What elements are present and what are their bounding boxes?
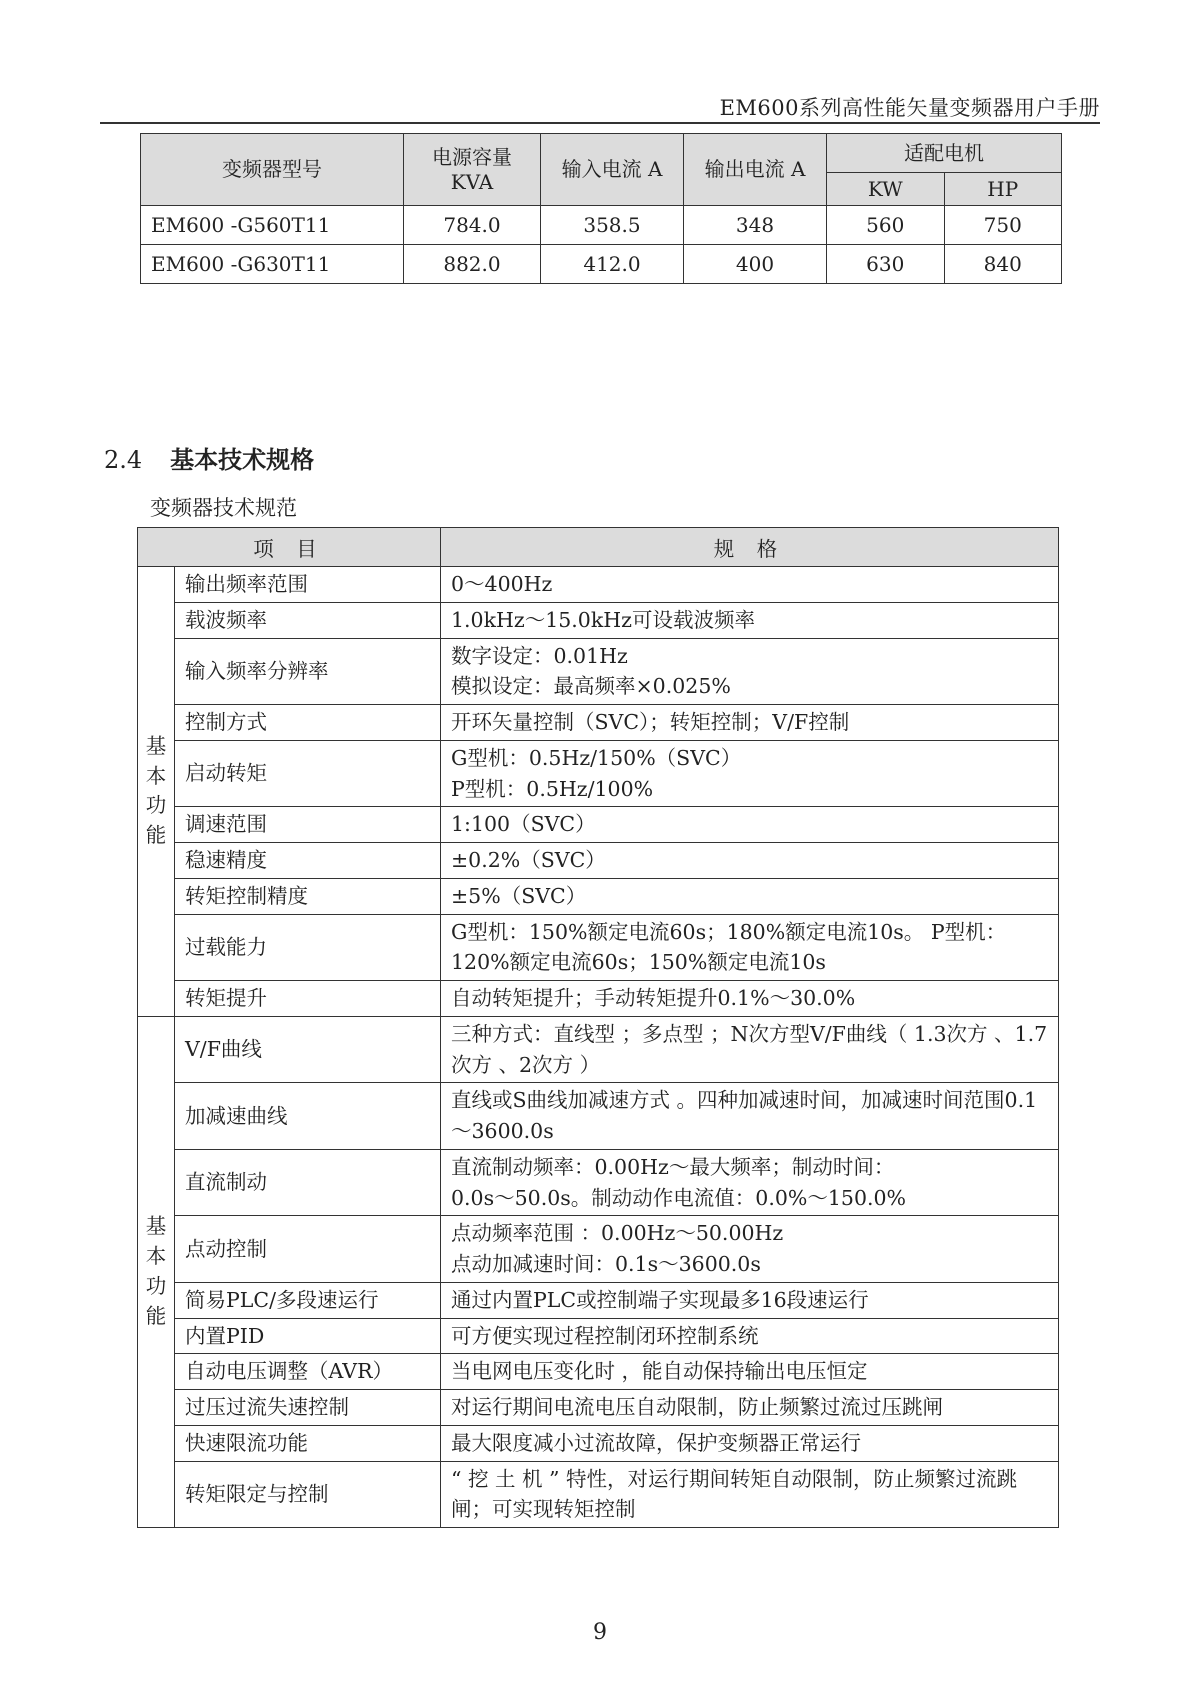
spec-line: 最大限度减小过流故障，保护变频器正常运行: [451, 1430, 861, 1455]
cell-input: 358.5: [541, 206, 684, 245]
cell-output: 348: [684, 206, 827, 245]
spec-line: 点动频率范围 ：0.00Hz～50.00Hz: [451, 1221, 784, 1246]
spec-item: 直流制动: [175, 1149, 441, 1216]
spec-line: 1.0kHz～15.0kHz可设载波频率: [451, 607, 755, 632]
spec-line: 数字设定：0.01Hz: [451, 643, 628, 668]
table-row: [141, 245, 1062, 284]
spec-value: [441, 914, 1059, 981]
col-item: 项 目: [138, 528, 441, 567]
table-row: [138, 740, 1059, 807]
spec-line: 可方便实现过程控制闭环控制系统: [451, 1323, 759, 1348]
spec-line: 自动转矩提升；手动转矩提升0.1%～30.0%: [451, 986, 856, 1010]
group-label-char: 功: [145, 1273, 167, 1298]
col-capacity: [404, 134, 541, 206]
spec-value: [441, 740, 1059, 807]
spec-item: 输出频率范围: [175, 567, 441, 603]
spec-line: G型机：150%额定电流60s；180%额定电流10s。 P型机：120%额定电流60s；150%额定电流10s: [451, 919, 1007, 975]
spec-item: 快速限流功能: [175, 1425, 441, 1461]
spec-item: 加减速曲线: [175, 1083, 441, 1150]
table-row: [138, 981, 1059, 1017]
spec-line: 点动加减速时间：0.1s～3600.0s: [451, 1252, 761, 1276]
section-heading: [104, 440, 314, 475]
spec-line: G型机：0.5Hz/150%（SVC）: [451, 745, 742, 770]
table-row: [138, 567, 1059, 603]
document-header-title: EM600系列高性能矢量变频器用户手册: [719, 96, 1100, 120]
table-row: [138, 807, 1059, 843]
spec-value: [441, 1390, 1059, 1426]
spec-item: 转矩提升: [175, 981, 441, 1017]
cell-kw: 630: [827, 245, 945, 284]
spec-value: [441, 1016, 1059, 1083]
col-spec: 规 格: [441, 528, 1059, 567]
table-caption: 变频器技术规范: [150, 496, 297, 520]
spec-value: [441, 1149, 1059, 1216]
spec-line: ±0.2%（SVC）: [451, 848, 606, 872]
col-capacity-line2: KVA: [450, 169, 494, 194]
spec-line: “ 挖 土 机 ” 特性，对运行期间转矩自动限制，防止频繁过流跳闸；可实现转矩控制: [451, 1466, 1018, 1522]
spec-item: 载波频率: [175, 602, 441, 638]
spec-value: [441, 1083, 1059, 1150]
spec-item: 点动控制: [175, 1216, 441, 1283]
spec-line: 直流制动频率：0.00Hz～最大频率；制动时间：: [451, 1154, 895, 1179]
table-row: [138, 843, 1059, 879]
spec-value: [441, 1354, 1059, 1390]
spec-item: 输入频率分辨率: [175, 638, 441, 705]
col-hp: HP: [944, 173, 1062, 206]
page-number: 9: [593, 1620, 607, 1645]
table-row: [141, 206, 1062, 245]
spec-table: [137, 527, 1059, 1528]
spec-line: 0～400Hz: [451, 572, 553, 596]
spec-item: 过载能力: [175, 914, 441, 981]
spec-value: [441, 1216, 1059, 1283]
table-row: [138, 1425, 1059, 1461]
spec-item: 自动电压调整（AVR）: [175, 1354, 441, 1390]
spec-value: [441, 638, 1059, 705]
model-table: [140, 133, 1062, 284]
table-row: [138, 1083, 1059, 1150]
spec-item: V/F曲线: [175, 1016, 441, 1083]
col-capacity-line1: 电源容量: [432, 144, 512, 169]
section-number: 2.4: [104, 446, 143, 474]
table-row: [138, 1149, 1059, 1216]
spec-value: [441, 1461, 1059, 1528]
spec-line: 1:100（SVC）: [451, 812, 596, 837]
spec-value: [441, 843, 1059, 879]
cell-input: 412.0: [541, 245, 684, 284]
group-label-char: 本: [145, 1244, 167, 1269]
group-label-char: 能: [145, 1303, 167, 1328]
table-row: [138, 638, 1059, 705]
spec-value: [441, 602, 1059, 638]
group-label-char: 能: [145, 823, 167, 848]
group-label: [138, 1016, 175, 1527]
cell-hp: 750: [944, 206, 1062, 245]
spec-line: 0.0s～50.0s。制动动作电流值：0.0%～150.0%: [451, 1185, 907, 1210]
cell-kva: 882.0: [404, 245, 541, 284]
table-row: [138, 1282, 1059, 1318]
spec-item: 转矩限定与控制: [175, 1461, 441, 1528]
spec-line: 对运行期间电流电压自动限制，防止频繁过流过压跳闸: [451, 1395, 943, 1419]
table-row: [138, 1461, 1059, 1528]
cell-model: EM600 -G560T11: [141, 206, 404, 245]
spec-item: 转矩控制精度: [175, 878, 441, 914]
group-label: [138, 567, 175, 1017]
spec-line: ±5%（SVC）: [451, 883, 587, 908]
spec-line: P型机：0.5Hz/100%: [451, 776, 654, 801]
spec-value: [441, 807, 1059, 843]
table-row: [138, 1354, 1059, 1390]
section-title: 基本技术规格: [170, 446, 315, 474]
group-label-char: 本: [145, 763, 167, 788]
spec-line: 模拟设定：最高频率×0.025%: [451, 674, 731, 699]
table-row: [138, 1390, 1059, 1426]
spec-value: [441, 878, 1059, 914]
col-kw: KW: [827, 173, 945, 206]
spec-line: 通过内置PLC或控制端子实现最多16段速运行: [451, 1287, 869, 1312]
spec-value: [441, 1425, 1059, 1461]
group-label-char: 基: [145, 1214, 167, 1239]
cell-hp: 840: [944, 245, 1062, 284]
cell-model: EM600 -G630T11: [141, 245, 404, 284]
cell-kva: 784.0: [404, 206, 541, 245]
table-row: [138, 602, 1059, 638]
spec-item: 过压过流失速控制: [175, 1390, 441, 1426]
spec-value: [441, 981, 1059, 1017]
spec-line: 当电网电压变化时 ，能自动保持输出电压恒定: [451, 1359, 868, 1384]
table-row: [138, 1318, 1059, 1354]
spec-line: 开环矢量控制（SVC）；转矩控制；V/F控制: [451, 710, 850, 734]
table-row: [138, 878, 1059, 914]
col-output-current: 输出电流 A: [684, 134, 827, 206]
group-label-char: 基: [145, 733, 167, 758]
spec-item: 内置PID: [175, 1318, 441, 1354]
col-motor: 适配电机: [827, 134, 1062, 173]
spec-item: 控制方式: [175, 705, 441, 741]
spec-line: 三种方式：直线型 ；多点型 ；N次方型V/F曲线（ 1.3次方 、1.7次方 、2次方 ）: [451, 1021, 1048, 1077]
spec-value: [441, 1282, 1059, 1318]
table-row: [138, 1016, 1059, 1083]
table-row: [138, 705, 1059, 741]
spec-item: 启动转矩: [175, 740, 441, 807]
cell-kw: 560: [827, 206, 945, 245]
spec-item: 简易PLC/多段速运行: [175, 1282, 441, 1318]
spec-line: 直线或S曲线加减速方式 。四种加减速时间，加减速时间范围0.1～3600.0s: [451, 1088, 1038, 1143]
col-input-current: 输入电流 A: [541, 134, 684, 206]
spec-value: [441, 705, 1059, 741]
spec-value: [441, 567, 1059, 603]
col-model: 变频器型号: [141, 134, 404, 206]
table-row: [138, 914, 1059, 981]
spec-value: [441, 1318, 1059, 1354]
group-label-char: 功: [145, 793, 167, 818]
table-row: [138, 1216, 1059, 1283]
spec-item: 稳速精度: [175, 843, 441, 879]
cell-output: 400: [684, 245, 827, 284]
spec-item: 调速范围: [175, 807, 441, 843]
header-rule: [100, 122, 1100, 124]
